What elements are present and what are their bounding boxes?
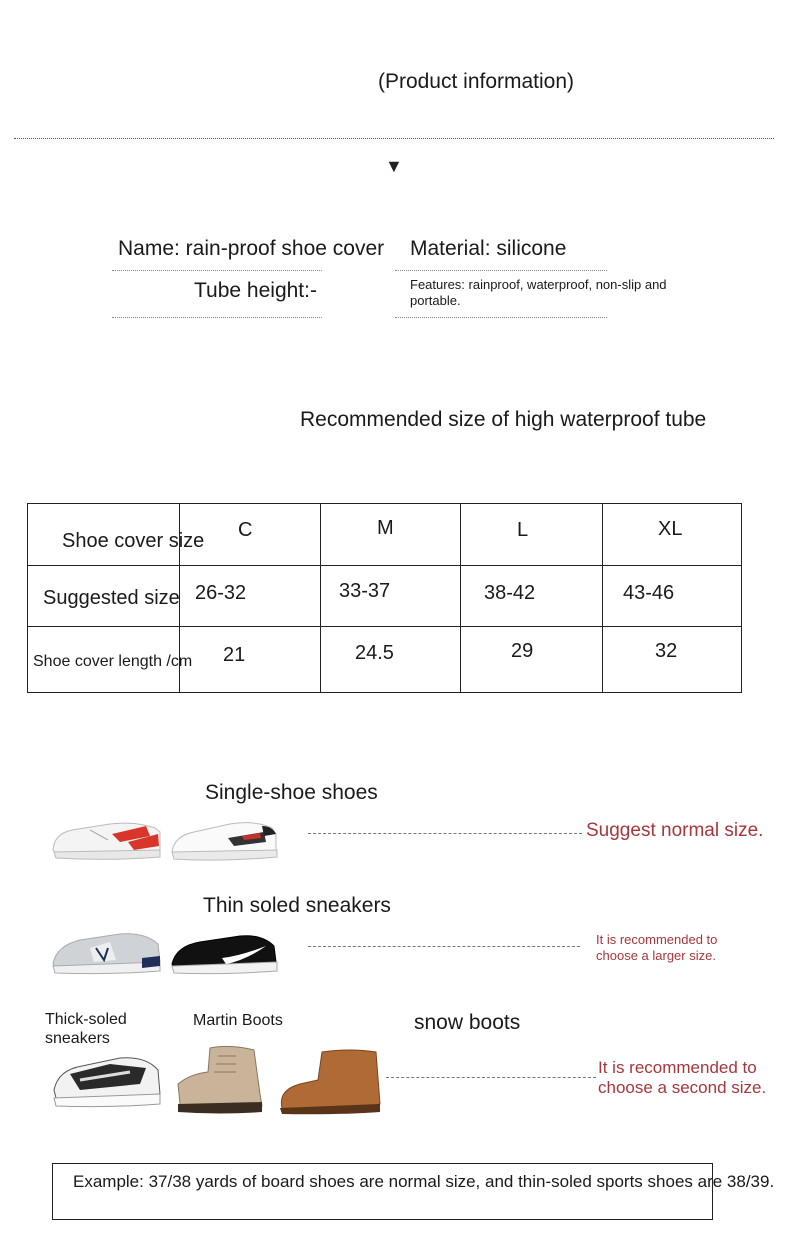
white-red-sneaker-image xyxy=(53,823,160,859)
tube-height: Tube height:- xyxy=(194,279,317,302)
material-underline xyxy=(395,270,607,271)
thick-advice: It is recommended to choose a second size. xyxy=(598,1058,767,1097)
table-cell: C xyxy=(180,504,321,566)
size-section-title: Recommended size of high waterproof tube xyxy=(300,408,707,431)
single-dashed-leader xyxy=(308,833,582,834)
table-cell: L xyxy=(461,504,603,566)
row-label-shoe-cover-length: Shoe cover length /cm xyxy=(28,627,180,693)
snow-boot-image xyxy=(280,1050,380,1114)
table-cell: 33-37 xyxy=(321,566,461,627)
table-cell: 21 xyxy=(180,627,321,693)
size-table xyxy=(27,503,742,693)
table-row xyxy=(28,627,742,693)
name-underline xyxy=(112,270,322,271)
black-nike-shoe-image xyxy=(172,936,277,974)
row-label-suggested-size: Suggested size xyxy=(28,566,180,627)
thin-dashed-leader xyxy=(308,946,580,947)
down-arrow-icon: ▼ xyxy=(385,156,403,176)
row-label-shoe-cover-size: Shoe cover size xyxy=(28,504,180,566)
canvas-shoe-photo xyxy=(50,812,282,864)
single-advice: Suggest normal size. xyxy=(586,820,764,841)
table-cell: 26-32 xyxy=(180,566,321,627)
white-black-sneaker-image xyxy=(172,823,277,860)
tube-height-underline xyxy=(112,317,322,318)
thick-sneaker-label: Thick-soled sneakers xyxy=(45,1011,127,1047)
page-title: (Product information) xyxy=(377,70,575,93)
features-underline xyxy=(395,317,607,318)
martin-boots-label: Martin Boots xyxy=(193,1012,283,1029)
thin-sneaker-label: Thin soled sneakers xyxy=(203,894,391,917)
table-row xyxy=(28,504,742,566)
product-material: Material: silicone xyxy=(410,237,567,260)
table-cell: 24.5 xyxy=(321,627,461,693)
product-features: Features: rainproof, waterproof, non-slip and portable. xyxy=(410,277,667,308)
table-row xyxy=(28,566,742,627)
table-cell: M xyxy=(321,504,461,566)
martin-boot-image xyxy=(178,1046,262,1113)
table-cell: 29 xyxy=(461,627,603,693)
snow-boots-label: snow boots xyxy=(414,1011,521,1034)
table-cell: 32 xyxy=(603,627,742,693)
product-name: Name: rain-proof shoe cover xyxy=(118,237,385,260)
canvas-shoe-photo xyxy=(50,926,282,978)
canvas-shoe-photo xyxy=(50,1044,385,1116)
thick-soled-sneaker-image xyxy=(54,1058,160,1107)
thin-advice: It is recommended to choose a larger size. xyxy=(596,932,718,963)
grey-running-shoe-image xyxy=(53,934,160,974)
dotted-divider xyxy=(14,138,774,139)
single-shoe-label: Single-shoe shoes xyxy=(205,781,378,804)
table-cell: 43-46 xyxy=(603,566,742,627)
example-text: Example: 37/38 yards of board shoes are normal size, and thin-soled sports shoes are 38/39. xyxy=(73,1172,775,1191)
table-cell: 38-42 xyxy=(461,566,603,627)
thick-dashed-leader xyxy=(386,1077,596,1078)
table-cell: XL xyxy=(603,504,742,566)
